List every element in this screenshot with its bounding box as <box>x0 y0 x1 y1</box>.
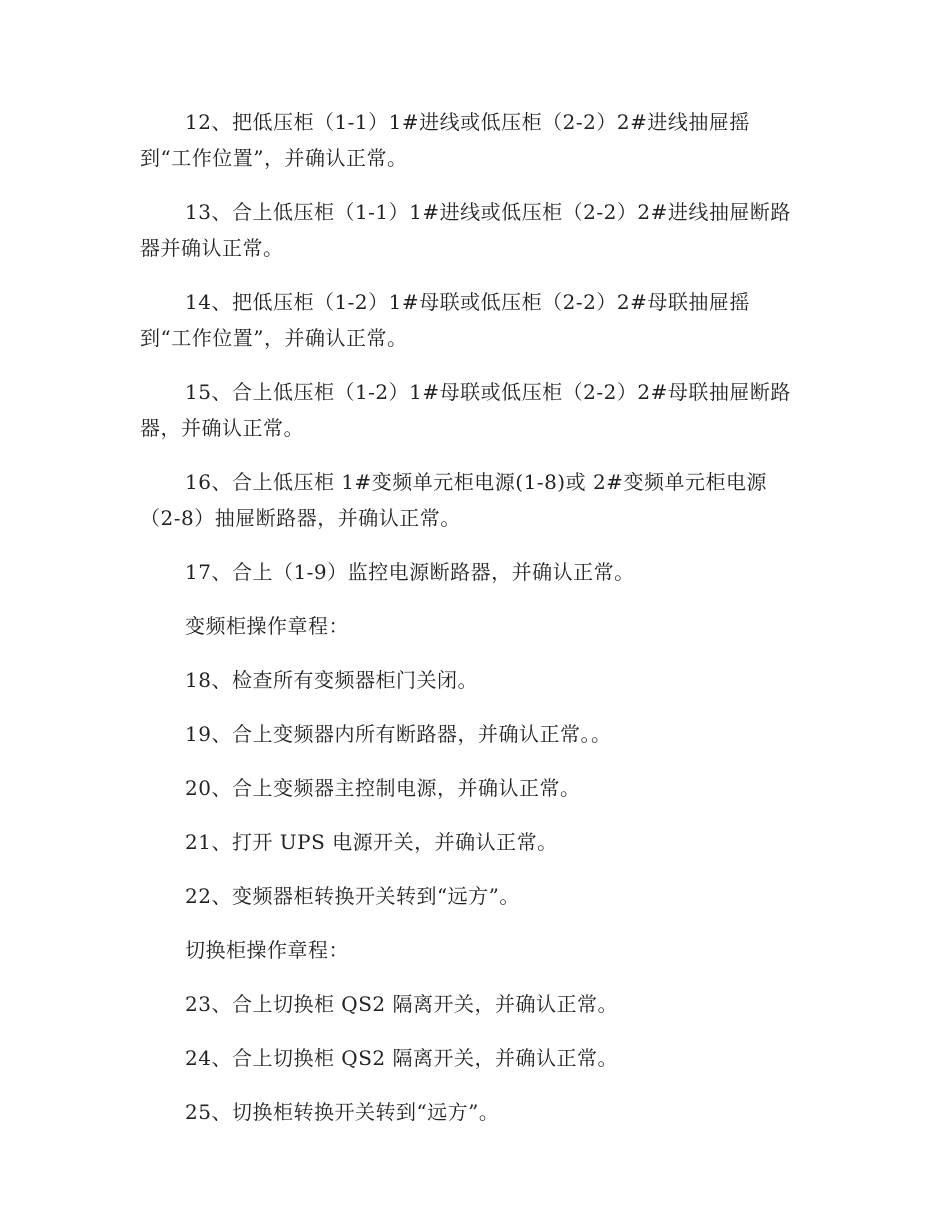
paragraph-line: 13、合上低压柜（1-1）1#进线或低压柜（2-2）2#进线抽屉断路 <box>185 200 791 224</box>
paragraph-line: 14、把低压柜（1-2）1#母联或低压柜（2-2）2#母联抽屉摇 <box>185 290 750 314</box>
paragraph-line: 到“工作位置”，并确认正常。 <box>140 146 408 170</box>
step-24-paragraph <box>140 1040 810 1076</box>
section-heading: 变频柜操作章程： <box>185 614 349 638</box>
step-17-paragraph <box>140 554 810 590</box>
paragraph-line: 23、合上切换柜 QS2 隔离开关，并确认正常。 <box>185 992 618 1016</box>
paragraph-line: 到“工作位置”，并确认正常。 <box>140 326 408 350</box>
step-15-paragraph <box>140 374 810 446</box>
document-body <box>140 104 810 1148</box>
paragraph-line: 21、打开 UPS 电源开关，并确认正常。 <box>185 830 558 854</box>
paragraph-line: 器，并确认正常。 <box>140 416 304 440</box>
paragraph-line: （2-8）抽屉断路器，并确认正常。 <box>140 506 461 530</box>
step-18-paragraph <box>140 662 810 698</box>
paragraph-line: 15、合上低压柜（1-2）1#母联或低压柜（2-2）2#母联抽屉断路 <box>185 380 791 404</box>
step-20-paragraph <box>140 770 810 806</box>
switch-cabinet-heading <box>140 932 810 968</box>
step-19-paragraph <box>140 716 810 752</box>
step-16-paragraph <box>140 464 810 536</box>
paragraph-line: 18、检查所有变频器柜门关闭。 <box>185 668 478 692</box>
paragraph-line: 12、把低压柜（1-1）1#进线或低压柜（2-2）2#进线抽屉摇 <box>185 110 750 134</box>
paragraph-line: 16、合上低压柜 1#变频单元柜电源(1-8)或 2#变频单元柜电源 <box>185 470 767 494</box>
inverter-cabinet-heading <box>140 608 810 644</box>
step-14-paragraph <box>140 284 810 356</box>
paragraph-line: 24、合上切换柜 QS2 隔离开关，并确认正常。 <box>185 1046 618 1070</box>
step-21-paragraph <box>140 824 810 860</box>
paragraph-line: 20、合上变频器主控制电源，并确认正常。 <box>185 776 581 800</box>
step-13-paragraph <box>140 194 810 266</box>
step-25-paragraph <box>140 1094 810 1130</box>
paragraph-line: 22、变频器柜转换开关转到“远方”。 <box>185 884 520 908</box>
step-23-paragraph <box>140 986 810 1022</box>
paragraph-line: 25、切换柜转换开关转到“远方”。 <box>185 1100 500 1124</box>
step-22-paragraph <box>140 878 810 914</box>
paragraph-line: 器并确认正常。 <box>140 236 284 260</box>
section-heading: 切换柜操作章程： <box>185 938 349 962</box>
paragraph-line: 19、合上变频器内所有断路器，并确认正常。。 <box>185 722 612 746</box>
step-12-paragraph <box>140 104 810 176</box>
paragraph-line: 17、合上（1-9）监控电源断路器，并确认正常。 <box>185 560 635 584</box>
